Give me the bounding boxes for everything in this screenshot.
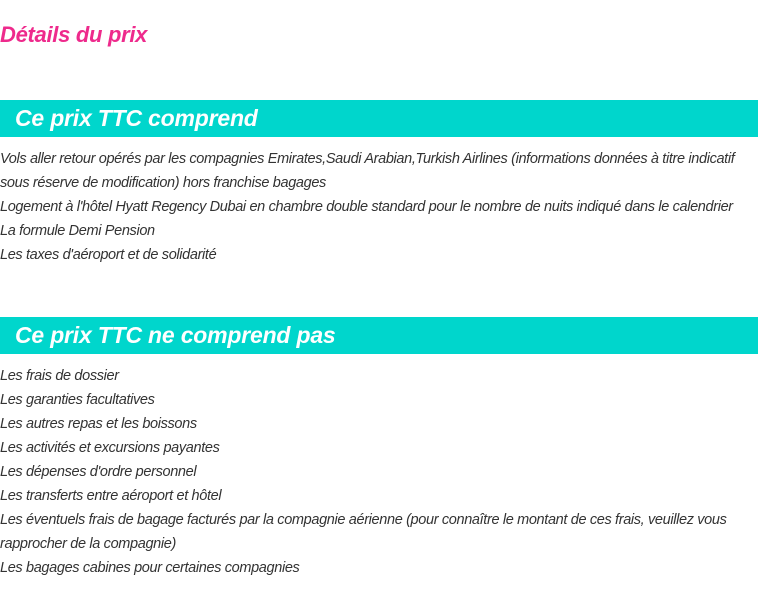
includes-list	[0, 147, 758, 267]
list-item: Les transferts entre aéroport et hôtel	[0, 488, 222, 504]
list-item: Les bagages cabines pour certaines compagnies	[0, 560, 300, 576]
list-item: Les dépenses d'ordre personnel	[0, 464, 197, 480]
list-item: Logement à l'hôtel Hyatt Regency Dubai en chambre double standard pour le nombre de nuits indiqué dans le calendrier	[0, 199, 733, 215]
list-item: Les éventuels frais de bagage facturés par la compagnie aérienne (pour connaître le montant de ces frais, veuillez vous rapprocher de la compagnie)	[0, 512, 727, 552]
list-item: Les autres repas et les boissons	[0, 416, 197, 432]
page-title: Détails du prix	[0, 22, 148, 47]
section-header-includes: Ce prix TTC comprend	[0, 100, 758, 137]
list-item: Les frais de dossier	[0, 368, 119, 384]
list-item: Les taxes d'aéroport et de solidarité	[0, 247, 217, 263]
excludes-list	[0, 364, 758, 580]
section-header-excludes: Ce prix TTC ne comprend pas	[0, 317, 758, 354]
list-item: Les activités et excursions payantes	[0, 440, 220, 456]
list-item: La formule Demi Pension	[0, 223, 155, 239]
list-item: Les garanties facultatives	[0, 392, 155, 408]
list-item: Vols aller retour opérés par les compagnies Emirates,Saudi Arabian,Turkish Airlines (informations données à titre indicatif sous réserve de modification) hors franchise bagages	[0, 151, 735, 191]
